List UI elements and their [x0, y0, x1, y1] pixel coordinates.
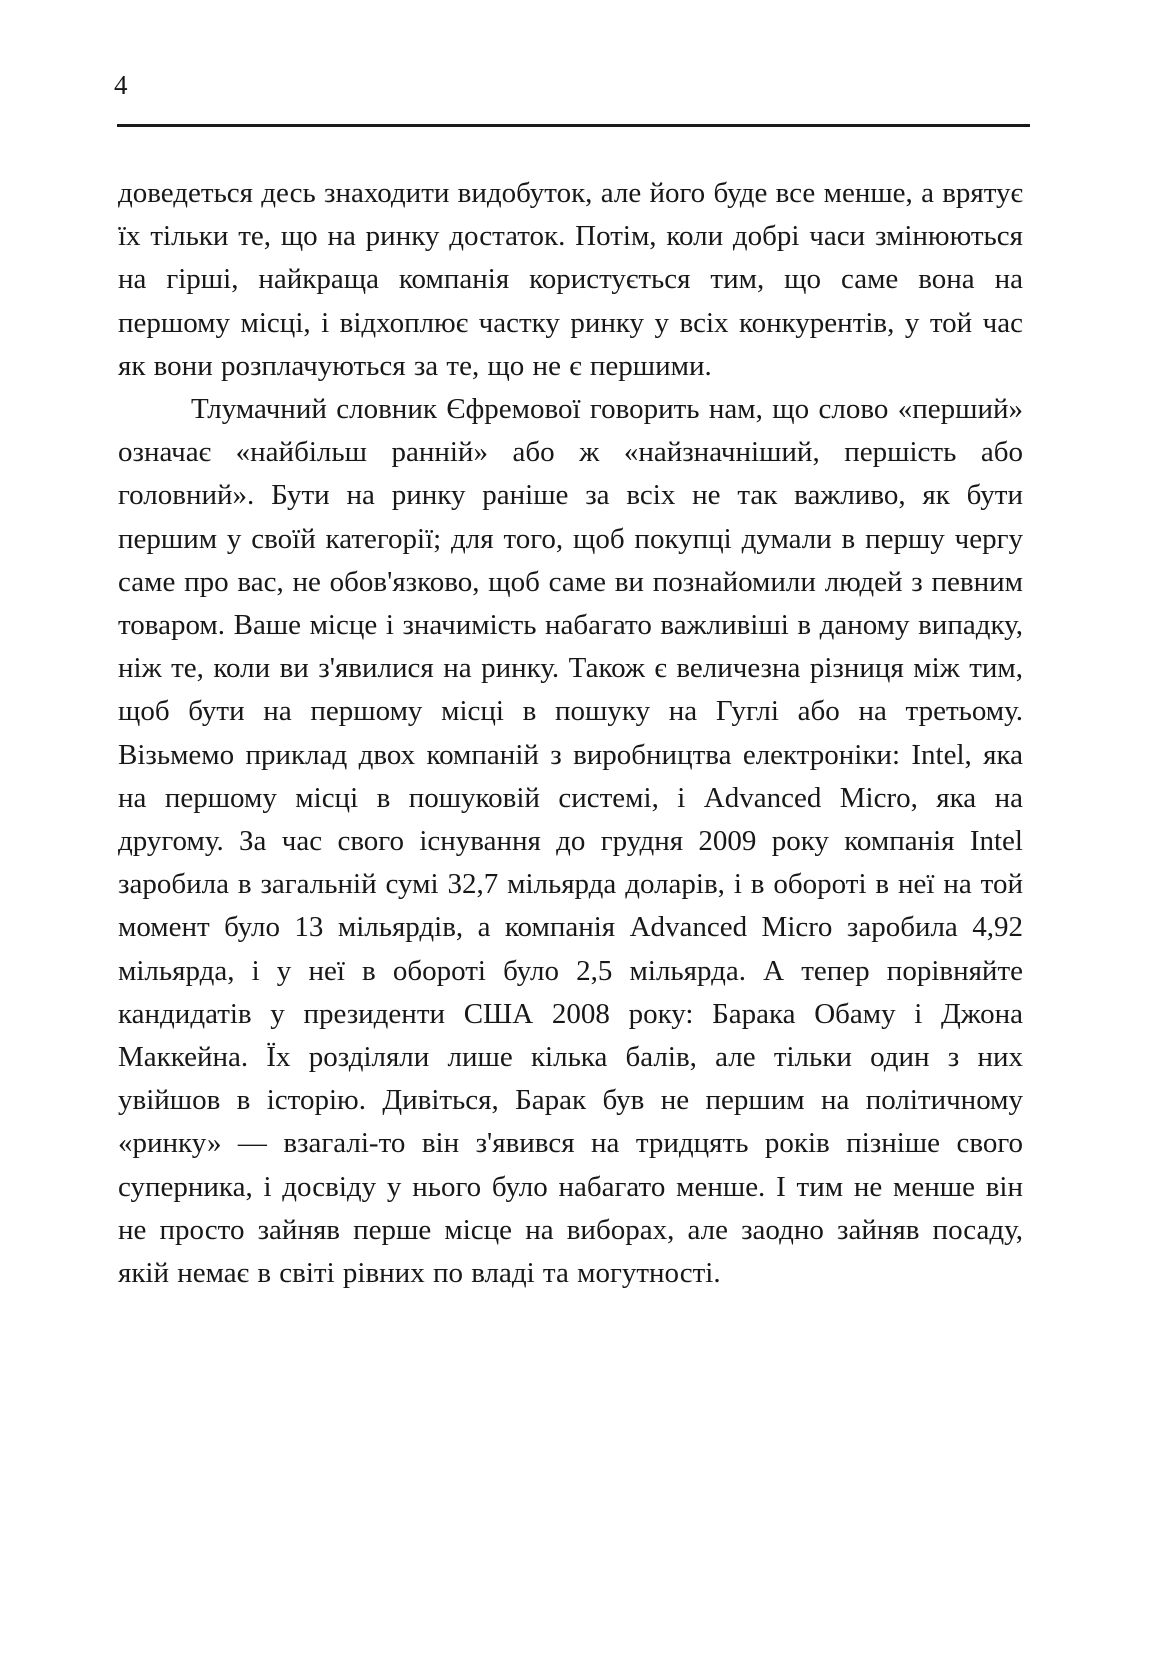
header-divider-rule — [117, 124, 1030, 127]
paragraph-2: Тлумачний словник Єфремової говорить нам, що слово «перший» означає «найбільш ранній» або ж «найзначніший, першість або головний». Бути на ринку раніше за всіх не так важливо, як бути першим у своїй категорії; для того, щоб покупці думали в першу чергу саме про вас, не обов'язково, щоб саме ви познайомили людей з певним товаром. Ваше місце і значимість набагато важливіші в даному випадку, ніж те, коли ви з'явилися на ринку. Також є величезна різниця між тим, щоб бути на першому місці в пошуку на Гуглі або на третьому. Візьмемо приклад двох компаній з виробництва електроніки: Intel, яка на першому місці в пошуковій системі, і Advanced Micro, яка на другому. За час свого існування до грудня 2009 року компанія Intel заробила в загальній сумі 32,7 мільярда доларів, і в обороті в неї на той момент було 13 мільярдів, а компанія Advanced Micro заробила 4,92 мільярда, і у неї в обороті було 2,5 мільярда. А тепер порівняйте кандидатів у президенти США 2008 року: Барака Обаму і Джона Маккейна. Їх розділяли лише кілька балів, але тільки один з них увійшов в історію. Дивіться, Барак був не першим на політичному «ринку» — взагалі-то він з'явився на тридцять років пізніше свого суперника, і досвіду у нього було набагато менше. І тим не менше він не просто зайняв перше місце на виборах, але заодно зайняв посаду, якій немає в світі рівних по владі та могутності. — [118, 393, 1023, 1290]
paragraph-1: доведеться десь знаходити видобуток, але його буде все менше, а врятує їх тільки те, що на ринку достаток. Потім, коли добрі часи змінюються на гірші, найкраща компанія користується тим, що саме вона на першому місці, і відхоплює частку ринку у всіх конкурентів, у той час як вони розплачуються за те, що не є першими. — [118, 177, 1023, 382]
page-number: 4 — [114, 70, 128, 100]
body-text-block — [118, 172, 1023, 1295]
